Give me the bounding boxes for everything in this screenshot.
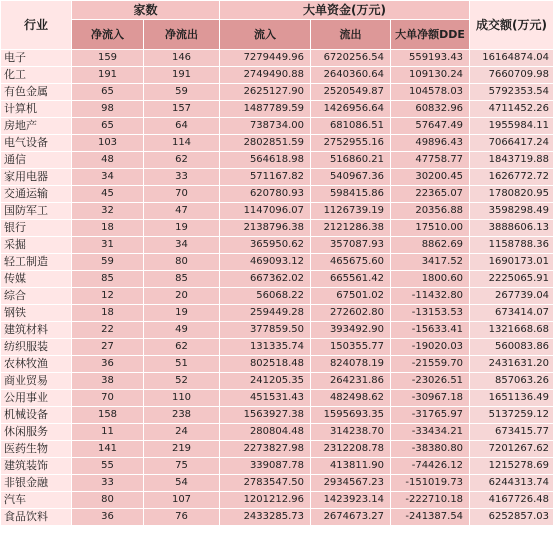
net-dde-cell: 1800.60 (391, 271, 470, 288)
outflow-cell: 1426956.64 (311, 101, 391, 118)
inflow-cell: 564618.98 (220, 152, 311, 169)
industry-cell: 汽车 (1, 492, 72, 509)
net-out-count-cell: 24 (144, 424, 220, 441)
inflow-cell: 667362.02 (220, 271, 311, 288)
industry-cell: 计算机 (1, 101, 72, 118)
inflow-cell: 2625127.90 (220, 84, 311, 101)
inflow-cell: 2783547.50 (220, 475, 311, 492)
industry-cell: 建筑材料 (1, 322, 72, 339)
net-out-count-cell: 54 (144, 475, 220, 492)
outflow-cell: 516860.21 (311, 152, 391, 169)
net-dde-cell: -38380.80 (391, 441, 470, 458)
net-in-count-header: 净流入 (72, 20, 144, 50)
table-row (1, 373, 553, 390)
table-row (1, 220, 553, 237)
industry-cell: 房地产 (1, 118, 72, 135)
net-out-count-cell: 33 (144, 169, 220, 186)
table-row (1, 475, 553, 492)
turnover-cell: 1843719.88 (470, 152, 553, 169)
net-in-count-cell: 32 (72, 203, 144, 220)
net-in-count-cell: 65 (72, 84, 144, 101)
turnover-cell: 5792353.54 (470, 84, 553, 101)
inflow-cell: 2138796.38 (220, 220, 311, 237)
table-body (1, 50, 553, 526)
industry-cell: 钢铁 (1, 305, 72, 322)
table-row (1, 237, 553, 254)
net-in-count-cell: 22 (72, 322, 144, 339)
inflow-cell: 7279449.96 (220, 50, 311, 67)
outflow-cell: 2520549.87 (311, 84, 391, 101)
net-dde-cell: 22365.07 (391, 186, 470, 203)
inflow-cell: 451531.43 (220, 390, 311, 407)
inflow-cell: 802518.48 (220, 356, 311, 373)
outflow-cell: 2640360.64 (311, 67, 391, 84)
net-in-count-cell: 33 (72, 475, 144, 492)
net-out-count-cell: 157 (144, 101, 220, 118)
inflow-cell: 571167.82 (220, 169, 311, 186)
industry-cell: 纺织服装 (1, 339, 72, 356)
net-in-count-cell: 80 (72, 492, 144, 509)
net-out-count-cell: 64 (144, 118, 220, 135)
industry-cell: 轻工制造 (1, 254, 72, 271)
table-row (1, 271, 553, 288)
net-out-count-cell: 114 (144, 135, 220, 152)
table-row (1, 458, 553, 475)
outflow-cell: 264231.86 (311, 373, 391, 390)
net-out-count-cell: 19 (144, 305, 220, 322)
table-row (1, 424, 553, 441)
net-in-count-cell: 36 (72, 509, 144, 526)
industry-cell: 国防军工 (1, 203, 72, 220)
industry-cell: 建筑装饰 (1, 458, 72, 475)
table-row (1, 254, 553, 271)
net-dde-cell: 3417.52 (391, 254, 470, 271)
outflow-cell: 665561.42 (311, 271, 391, 288)
table-row (1, 152, 553, 169)
net-in-count-cell: 27 (72, 339, 144, 356)
outflow-cell: 465675.60 (311, 254, 391, 271)
industry-cell: 休闲服务 (1, 424, 72, 441)
net-in-count-cell: 85 (72, 271, 144, 288)
industry-cell: 医药生物 (1, 441, 72, 458)
net-dde-cell: -222710.18 (391, 492, 470, 509)
count-group-header: 家数 (72, 1, 220, 20)
net-out-count-cell: 59 (144, 84, 220, 101)
outflow-cell: 540967.36 (311, 169, 391, 186)
net-out-count-cell: 51 (144, 356, 220, 373)
table-row (1, 118, 553, 135)
industry-cell: 非银金融 (1, 475, 72, 492)
net-dde-cell: -151019.73 (391, 475, 470, 492)
net-dde-cell: -31765.97 (391, 407, 470, 424)
net-out-count-cell: 75 (144, 458, 220, 475)
turnover-cell: 1321668.68 (470, 322, 553, 339)
industry-cell: 电气设备 (1, 135, 72, 152)
net-dde-cell: 30200.45 (391, 169, 470, 186)
net-dde-cell: -13153.53 (391, 305, 470, 322)
industry-cell: 采掘 (1, 237, 72, 254)
industry-cell: 商业贸易 (1, 373, 72, 390)
table-row (1, 186, 553, 203)
table-row (1, 84, 553, 101)
turnover-cell: 16164874.04 (470, 50, 553, 67)
net-out-count-cell: 107 (144, 492, 220, 509)
net-in-count-cell: 38 (72, 373, 144, 390)
inflow-cell: 738734.00 (220, 118, 311, 135)
outflow-cell: 1423923.14 (311, 492, 391, 509)
net-dde-cell: -15633.41 (391, 322, 470, 339)
inflow-cell: 2749490.88 (220, 67, 311, 84)
outflow-header: 流出 (311, 20, 391, 50)
inflow-cell: 339087.78 (220, 458, 311, 475)
turnover-cell: 3888606.13 (470, 220, 553, 237)
net-dde-cell: 20356.88 (391, 203, 470, 220)
inflow-cell: 56068.22 (220, 288, 311, 305)
outflow-cell: 2312208.78 (311, 441, 391, 458)
table-row (1, 322, 553, 339)
turnover-cell: 1955984.11 (470, 118, 553, 135)
outflow-cell: 482498.62 (311, 390, 391, 407)
turnover-header: 成交额(万元) (470, 1, 553, 50)
turnover-cell: 2225065.91 (470, 271, 553, 288)
outflow-cell: 2674673.27 (311, 509, 391, 526)
net-dde-cell: 559193.43 (391, 50, 470, 67)
turnover-cell: 1690173.01 (470, 254, 553, 271)
table-row (1, 203, 553, 220)
net-out-count-cell: 62 (144, 152, 220, 169)
net-out-count-cell: 238 (144, 407, 220, 424)
net-dde-cell: -21559.70 (391, 356, 470, 373)
net-in-count-cell: 45 (72, 186, 144, 203)
outflow-cell: 6720256.54 (311, 50, 391, 67)
table-row (1, 101, 553, 118)
net-dde-header: 大单净额DDE (391, 20, 470, 50)
turnover-cell: 1651136.49 (470, 390, 553, 407)
industry-cell: 化工 (1, 67, 72, 84)
outflow-cell: 681086.51 (311, 118, 391, 135)
inflow-cell: 1487789.59 (220, 101, 311, 118)
table-row (1, 407, 553, 424)
net-dde-cell: 8862.69 (391, 237, 470, 254)
turnover-cell: 7660709.98 (470, 67, 553, 84)
industry-header: 行业 (1, 1, 72, 50)
industry-cell: 传媒 (1, 271, 72, 288)
net-out-count-cell: 49 (144, 322, 220, 339)
net-dde-cell: -30967.18 (391, 390, 470, 407)
table-row (1, 356, 553, 373)
outflow-cell: 1595693.35 (311, 407, 391, 424)
net-out-count-cell: 19 (144, 220, 220, 237)
header-row-top (1, 1, 553, 20)
net-out-count-cell: 191 (144, 67, 220, 84)
net-in-count-cell: 11 (72, 424, 144, 441)
table-row (1, 390, 553, 407)
inflow-cell: 1147096.07 (220, 203, 311, 220)
inflow-cell: 2802851.59 (220, 135, 311, 152)
net-out-count-cell: 52 (144, 373, 220, 390)
inflow-cell: 365950.62 (220, 237, 311, 254)
net-in-count-cell: 36 (72, 356, 144, 373)
turnover-cell: 7066417.24 (470, 135, 553, 152)
net-dde-cell: -19020.03 (391, 339, 470, 356)
inflow-cell: 1201212.96 (220, 492, 311, 509)
outflow-cell: 272602.80 (311, 305, 391, 322)
industry-cell: 银行 (1, 220, 72, 237)
net-in-count-cell: 103 (72, 135, 144, 152)
net-in-count-cell: 18 (72, 305, 144, 322)
net-in-count-cell: 34 (72, 169, 144, 186)
net-dde-cell: 49896.43 (391, 135, 470, 152)
outflow-cell: 357087.93 (311, 237, 391, 254)
turnover-cell: 2431631.20 (470, 356, 553, 373)
net-out-count-cell: 70 (144, 186, 220, 203)
outflow-cell: 314238.70 (311, 424, 391, 441)
net-out-count-cell: 76 (144, 509, 220, 526)
table-row (1, 492, 553, 509)
inflow-cell: 1563927.38 (220, 407, 311, 424)
turnover-cell: 4711452.26 (470, 101, 553, 118)
table-row (1, 305, 553, 322)
net-in-count-cell: 55 (72, 458, 144, 475)
turnover-cell: 673414.07 (470, 305, 553, 322)
turnover-cell: 6252857.03 (470, 509, 553, 526)
turnover-cell: 1158788.36 (470, 237, 553, 254)
industry-cell: 食品饮料 (1, 509, 72, 526)
net-dde-cell: -241387.54 (391, 509, 470, 526)
industry-cell: 家用电器 (1, 169, 72, 186)
outflow-cell: 2121286.38 (311, 220, 391, 237)
turnover-cell: 267739.04 (470, 288, 553, 305)
outflow-cell: 413811.90 (311, 458, 391, 475)
outflow-cell: 2752955.16 (311, 135, 391, 152)
inflow-cell: 259449.28 (220, 305, 311, 322)
inflow-cell: 377859.50 (220, 322, 311, 339)
inflow-header: 流入 (220, 20, 311, 50)
outflow-cell: 150355.77 (311, 339, 391, 356)
turnover-cell: 3598298.49 (470, 203, 553, 220)
net-in-count-cell: 70 (72, 390, 144, 407)
table-row (1, 288, 553, 305)
table-row (1, 509, 553, 526)
turnover-cell: 1215278.69 (470, 458, 553, 475)
turnover-cell: 6244313.74 (470, 475, 553, 492)
net-out-count-cell: 47 (144, 203, 220, 220)
net-dde-cell: -74426.12 (391, 458, 470, 475)
turnover-cell: 4167726.48 (470, 492, 553, 509)
table-row (1, 50, 553, 67)
net-dde-cell: 17510.00 (391, 220, 470, 237)
inflow-cell: 2433285.73 (220, 509, 311, 526)
inflow-cell: 469093.12 (220, 254, 311, 271)
net-in-count-cell: 18 (72, 220, 144, 237)
bigcap-group-header: 大单资金(万元) (220, 1, 470, 20)
table-row (1, 67, 553, 84)
outflow-cell: 393492.90 (311, 322, 391, 339)
net-out-count-header: 净流出 (144, 20, 220, 50)
net-out-count-cell: 219 (144, 441, 220, 458)
net-in-count-cell: 31 (72, 237, 144, 254)
net-dde-cell: -23026.51 (391, 373, 470, 390)
net-out-count-cell: 80 (144, 254, 220, 271)
outflow-cell: 1126739.19 (311, 203, 391, 220)
inflow-cell: 620780.93 (220, 186, 311, 203)
net-in-count-cell: 159 (72, 50, 144, 67)
turnover-cell: 5137259.12 (470, 407, 553, 424)
industry-cell: 有色金属 (1, 84, 72, 101)
turnover-cell: 1780820.95 (470, 186, 553, 203)
inflow-cell: 2273827.98 (220, 441, 311, 458)
net-out-count-cell: 146 (144, 50, 220, 67)
outflow-cell: 2934567.23 (311, 475, 391, 492)
net-in-count-cell: 65 (72, 118, 144, 135)
table-row (1, 339, 553, 356)
net-in-count-cell: 59 (72, 254, 144, 271)
table-row (1, 441, 553, 458)
industry-cell: 公用事业 (1, 390, 72, 407)
net-out-count-cell: 85 (144, 271, 220, 288)
net-out-count-cell: 62 (144, 339, 220, 356)
net-in-count-cell: 98 (72, 101, 144, 118)
industry-cell: 农林牧渔 (1, 356, 72, 373)
turnover-cell: 560083.86 (470, 339, 553, 356)
turnover-cell: 673415.77 (470, 424, 553, 441)
net-in-count-cell: 141 (72, 441, 144, 458)
net-out-count-cell: 110 (144, 390, 220, 407)
table-row (1, 135, 553, 152)
turnover-cell: 857063.26 (470, 373, 553, 390)
net-out-count-cell: 34 (144, 237, 220, 254)
net-dde-cell: -11432.80 (391, 288, 470, 305)
industry-cell: 综合 (1, 288, 72, 305)
net-in-count-cell: 158 (72, 407, 144, 424)
net-dde-cell: 104578.03 (391, 84, 470, 101)
outflow-cell: 598415.86 (311, 186, 391, 203)
net-dde-cell: 57647.49 (391, 118, 470, 135)
net-dde-cell: 47758.77 (391, 152, 470, 169)
net-dde-cell: -33434.21 (391, 424, 470, 441)
inflow-cell: 131335.74 (220, 339, 311, 356)
industry-cell: 交通运输 (1, 186, 72, 203)
table-row (1, 169, 553, 186)
net-dde-cell: 60832.96 (391, 101, 470, 118)
inflow-cell: 280804.48 (220, 424, 311, 441)
net-dde-cell: 109130.24 (391, 67, 470, 84)
net-out-count-cell: 20 (144, 288, 220, 305)
industry-cell: 通信 (1, 152, 72, 169)
turnover-cell: 1626772.72 (470, 169, 553, 186)
turnover-cell: 7201267.62 (470, 441, 553, 458)
inflow-cell: 241205.35 (220, 373, 311, 390)
industry-cell: 电子 (1, 50, 72, 67)
outflow-cell: 67501.02 (311, 288, 391, 305)
outflow-cell: 824078.19 (311, 356, 391, 373)
industry-cell: 机械设备 (1, 407, 72, 424)
net-in-count-cell: 191 (72, 67, 144, 84)
net-in-count-cell: 48 (72, 152, 144, 169)
net-in-count-cell: 12 (72, 288, 144, 305)
